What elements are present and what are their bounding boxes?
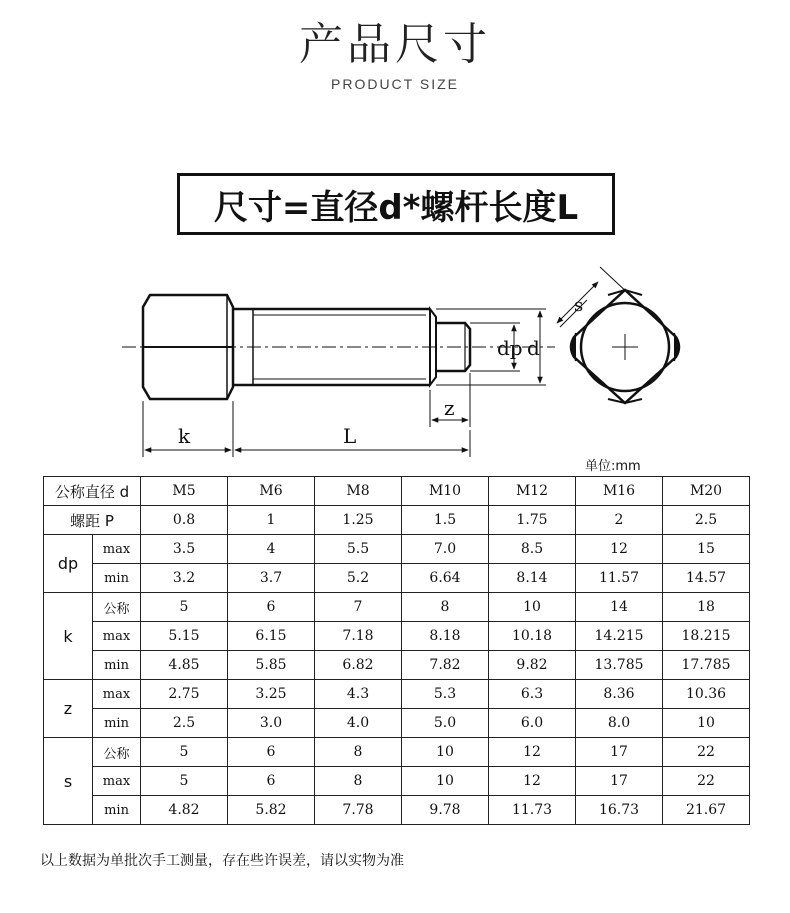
table-row: [44, 535, 750, 564]
dp-label: dp: [497, 336, 523, 360]
size-cell: M16: [576, 477, 663, 506]
row-label: min: [93, 564, 141, 593]
value-cell: 6.0: [489, 709, 576, 738]
value-cell: 8.36: [576, 680, 663, 709]
value-cell: 17.785: [663, 651, 750, 680]
value-cell: 10: [402, 738, 489, 767]
d-label: d: [527, 336, 540, 360]
bolt-head: [143, 295, 233, 399]
value-cell: 6.64: [402, 564, 489, 593]
measurement-note: 以上数据为单批次手工测量，存在些许误差，请以实物为准: [40, 853, 404, 869]
value-cell: 1.75: [489, 506, 576, 535]
value-cell: 22: [663, 767, 750, 796]
value-cell: 17: [576, 738, 663, 767]
table-row: [44, 593, 750, 622]
value-cell: 5.15: [141, 622, 228, 651]
row-label: min: [93, 709, 141, 738]
value-cell: 5.3: [402, 680, 489, 709]
value-cell: 5: [141, 767, 228, 796]
value-cell: 5.5: [315, 535, 402, 564]
group-label-z: z: [44, 680, 93, 738]
value-cell: 8.18: [402, 622, 489, 651]
value-cell: 14: [576, 593, 663, 622]
value-cell: 3.7: [228, 564, 315, 593]
value-cell: 7.82: [402, 651, 489, 680]
k-label: k: [178, 424, 191, 448]
value-cell: 15: [663, 535, 750, 564]
page-subtitle: PRODUCT SIZE: [331, 76, 459, 92]
unit-label: 单位:mm: [585, 459, 641, 474]
size-formula-box: 尺寸=直径d*螺杆长度L: [177, 173, 615, 235]
value-cell: 16.73: [576, 796, 663, 825]
value-cell: 0.8: [141, 506, 228, 535]
value-cell: 3.5: [141, 535, 228, 564]
row-label: max: [93, 680, 141, 709]
value-cell: 4.85: [141, 651, 228, 680]
value-cell: 11.73: [489, 796, 576, 825]
size-cell: M10: [402, 477, 489, 506]
s-label: s: [574, 295, 584, 316]
bolt-technical-drawing: [0, 255, 790, 460]
L-label: L: [343, 424, 357, 448]
value-cell: 8: [315, 738, 402, 767]
value-cell: 14.215: [576, 622, 663, 651]
value-cell: 12: [576, 535, 663, 564]
table-row: [44, 680, 750, 709]
value-cell: 22: [663, 738, 750, 767]
value-cell: 4.82: [141, 796, 228, 825]
value-cell: 9.82: [489, 651, 576, 680]
value-cell: 5: [141, 738, 228, 767]
value-cell: 18: [663, 593, 750, 622]
row-label: 公称: [93, 593, 141, 622]
table-row: [44, 622, 750, 651]
value-cell: 3.25: [228, 680, 315, 709]
value-cell: 21.67: [663, 796, 750, 825]
size-cell: M20: [663, 477, 750, 506]
value-cell: 8: [315, 767, 402, 796]
size-cell: M8: [315, 477, 402, 506]
value-cell: 8: [402, 593, 489, 622]
size-cell: M12: [489, 477, 576, 506]
value-cell: 1.25: [315, 506, 402, 535]
value-cell: 10.18: [489, 622, 576, 651]
value-cell: 5.85: [228, 651, 315, 680]
table-row: [44, 738, 750, 767]
row-label: max: [93, 535, 141, 564]
value-cell: 5.0: [402, 709, 489, 738]
value-cell: 1: [228, 506, 315, 535]
value-cell: 4: [228, 535, 315, 564]
value-cell: 13.785: [576, 651, 663, 680]
value-cell: 17: [576, 767, 663, 796]
row-label: 公称: [93, 738, 141, 767]
value-cell: 3.0: [228, 709, 315, 738]
value-cell: 7: [315, 593, 402, 622]
value-cell: 18.215: [663, 622, 750, 651]
value-cell: 9.78: [402, 796, 489, 825]
value-cell: 10: [489, 593, 576, 622]
value-cell: 5.2: [315, 564, 402, 593]
table-header-row: [44, 477, 750, 506]
value-cell: 11.57: [576, 564, 663, 593]
page-title: 产品尺寸: [299, 19, 491, 70]
pitch-row: [44, 506, 750, 535]
value-cell: 3.2: [141, 564, 228, 593]
value-cell: 12: [489, 738, 576, 767]
value-cell: 14.57: [663, 564, 750, 593]
value-cell: 6: [228, 593, 315, 622]
value-cell: 7.18: [315, 622, 402, 651]
value-cell: 2.75: [141, 680, 228, 709]
row-label: max: [93, 622, 141, 651]
row-label: max: [93, 767, 141, 796]
value-cell: 2: [576, 506, 663, 535]
value-cell: 6.82: [315, 651, 402, 680]
size-cell: M5: [141, 477, 228, 506]
value-cell: 7.78: [315, 796, 402, 825]
header-label-cell: 公称直径 d: [44, 477, 141, 506]
value-cell: 6.3: [489, 680, 576, 709]
value-cell: 5.82: [228, 796, 315, 825]
value-cell: 6: [228, 738, 315, 767]
bolt-end-view: [571, 290, 679, 403]
pitch-label-cell: 螺距 P: [44, 506, 141, 535]
table-row: [44, 564, 750, 593]
value-cell: 8.14: [489, 564, 576, 593]
table-row: [44, 767, 750, 796]
group-label-s: s: [44, 738, 93, 825]
row-label: min: [93, 796, 141, 825]
table-row: [44, 651, 750, 680]
size-cell: M6: [228, 477, 315, 506]
value-cell: 1.5: [402, 506, 489, 535]
value-cell: 10.36: [663, 680, 750, 709]
value-cell: 7.0: [402, 535, 489, 564]
value-cell: 4.0: [315, 709, 402, 738]
z-label: z: [444, 396, 455, 420]
spec-table: [43, 476, 750, 825]
table-row: [44, 709, 750, 738]
value-cell: 2.5: [663, 506, 750, 535]
value-cell: 10: [402, 767, 489, 796]
row-label: min: [93, 651, 141, 680]
table-row: [44, 796, 750, 825]
value-cell: 4.3: [315, 680, 402, 709]
value-cell: 12: [489, 767, 576, 796]
value-cell: 2.5: [141, 709, 228, 738]
value-cell: 6: [228, 767, 315, 796]
value-cell: 8.0: [576, 709, 663, 738]
value-cell: 6.15: [228, 622, 315, 651]
value-cell: 10: [663, 709, 750, 738]
value-cell: 8.5: [489, 535, 576, 564]
group-label-dp: dp: [44, 535, 93, 593]
value-cell: 5: [141, 593, 228, 622]
group-label-k: k: [44, 593, 93, 680]
